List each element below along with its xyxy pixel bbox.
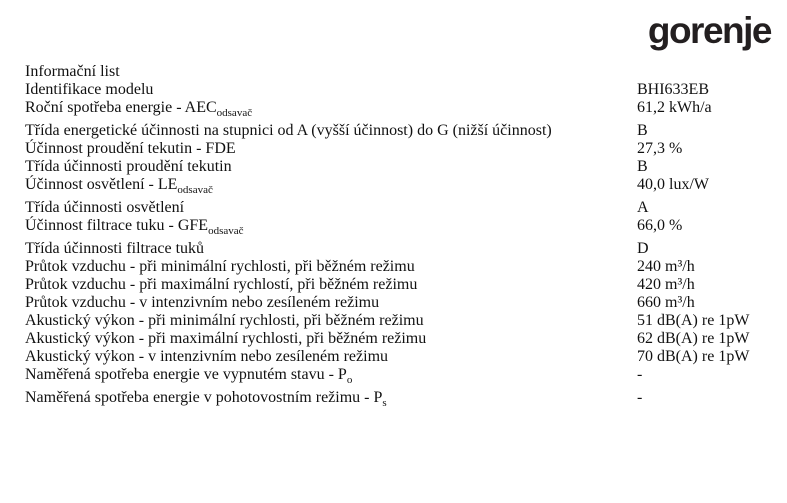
spec-label: Třída účinnosti filtrace tuků [25,240,205,257]
spec-row-airflow-max [25,276,775,294]
spec-row-airflow-min [25,258,775,276]
spec-label: Průtok vzduchu - v intenzivním nebo zesíleném režimu [25,294,380,311]
spec-value: 420 m³/h [637,276,695,293]
spec-value: B [637,158,648,175]
spec-row-power-standby [25,389,775,412]
spec-label: Akustický výkon - při maximální rychlosti, při běžném režimu [25,330,427,347]
spec-value: 240 m³/h [637,258,695,275]
spec-value: - [637,389,643,406]
spec-row-model [25,81,775,99]
spec-row-fde-class [25,158,775,176]
spec-label: Identifikace modelu [25,81,154,98]
spec-label: Průtok vzduchu - při minimální rychlosti, při běžném režimu [25,258,415,275]
spec-value: D [637,240,649,257]
spec-label: Naměřená spotřeba energie v pohotovostním režimu - $P_s$ [25,389,387,410]
spec-value: B [637,122,648,139]
spec-row-noise-min [25,312,775,330]
spec-value: 40,0 lux/W [637,176,709,193]
spec-label: Akustický výkon - při minimální rychlosti, při běžném režimu [25,312,424,329]
spec-value: 51 dB(A) re 1pW [637,312,750,329]
spec-label: Roční spotřeba energie - $AEC_{odsavač}$ [25,99,253,120]
spec-value: 27,3 % [637,140,683,157]
spec-table [25,63,775,412]
spec-row-energy-class [25,122,775,140]
spec-label: Třída účinnosti osvětlení [25,199,185,216]
spec-label: Účinnost filtrace tuku - $GFE_{odsavač}$ [25,217,244,238]
spec-label: Naměřená spotřeba energie ve vypnutém stavu - $P_o$ [25,366,353,387]
spec-value: 66,0 % [637,217,683,234]
spec-row-power-off [25,366,775,389]
gorenje-logo: gorenje [647,10,771,51]
spec-row-lighting-class [25,199,775,217]
spec-label: Účinnost proudění tekutin - FDE [25,140,236,157]
spec-row-grease-class [25,240,775,258]
spec-label: Akustický výkon - v intenzivním nebo zesíleném režimu [25,348,389,365]
spec-label: Průtok vzduchu - při maximální rychlostí, při běžném režimu [25,276,418,293]
spec-value: BHI633EB [637,81,709,98]
spec-row-annual-energy [25,99,775,122]
spec-row-grease-filtering [25,217,775,240]
spec-row-fde [25,140,775,158]
spec-value: 70 dB(A) re 1pW [637,348,750,365]
spec-value: 62 dB(A) re 1pW [637,330,750,347]
spec-value: 61,2 kWh/a [637,99,712,116]
spec-row-noise-max [25,330,775,348]
spec-value: - [637,366,643,383]
spec-label: Třída účinnosti proudění tekutin [25,158,232,175]
spec-row-airflow-intensive [25,294,775,312]
spec-label: Účinnost osvětlení - $LE_{odsavač}$ [25,176,213,197]
spec-value: A [637,199,649,216]
page-title-row [25,63,775,81]
spec-label: Třída energetické účinnosti na stupnici od A (vyšší účinnost) do G (nižší účinnost) [25,122,552,139]
spec-row-lighting-efficiency [25,176,775,199]
spec-value: 660 m³/h [637,294,695,311]
spec-row-noise-intensive [25,348,775,366]
page-title: Informační list [25,63,120,80]
